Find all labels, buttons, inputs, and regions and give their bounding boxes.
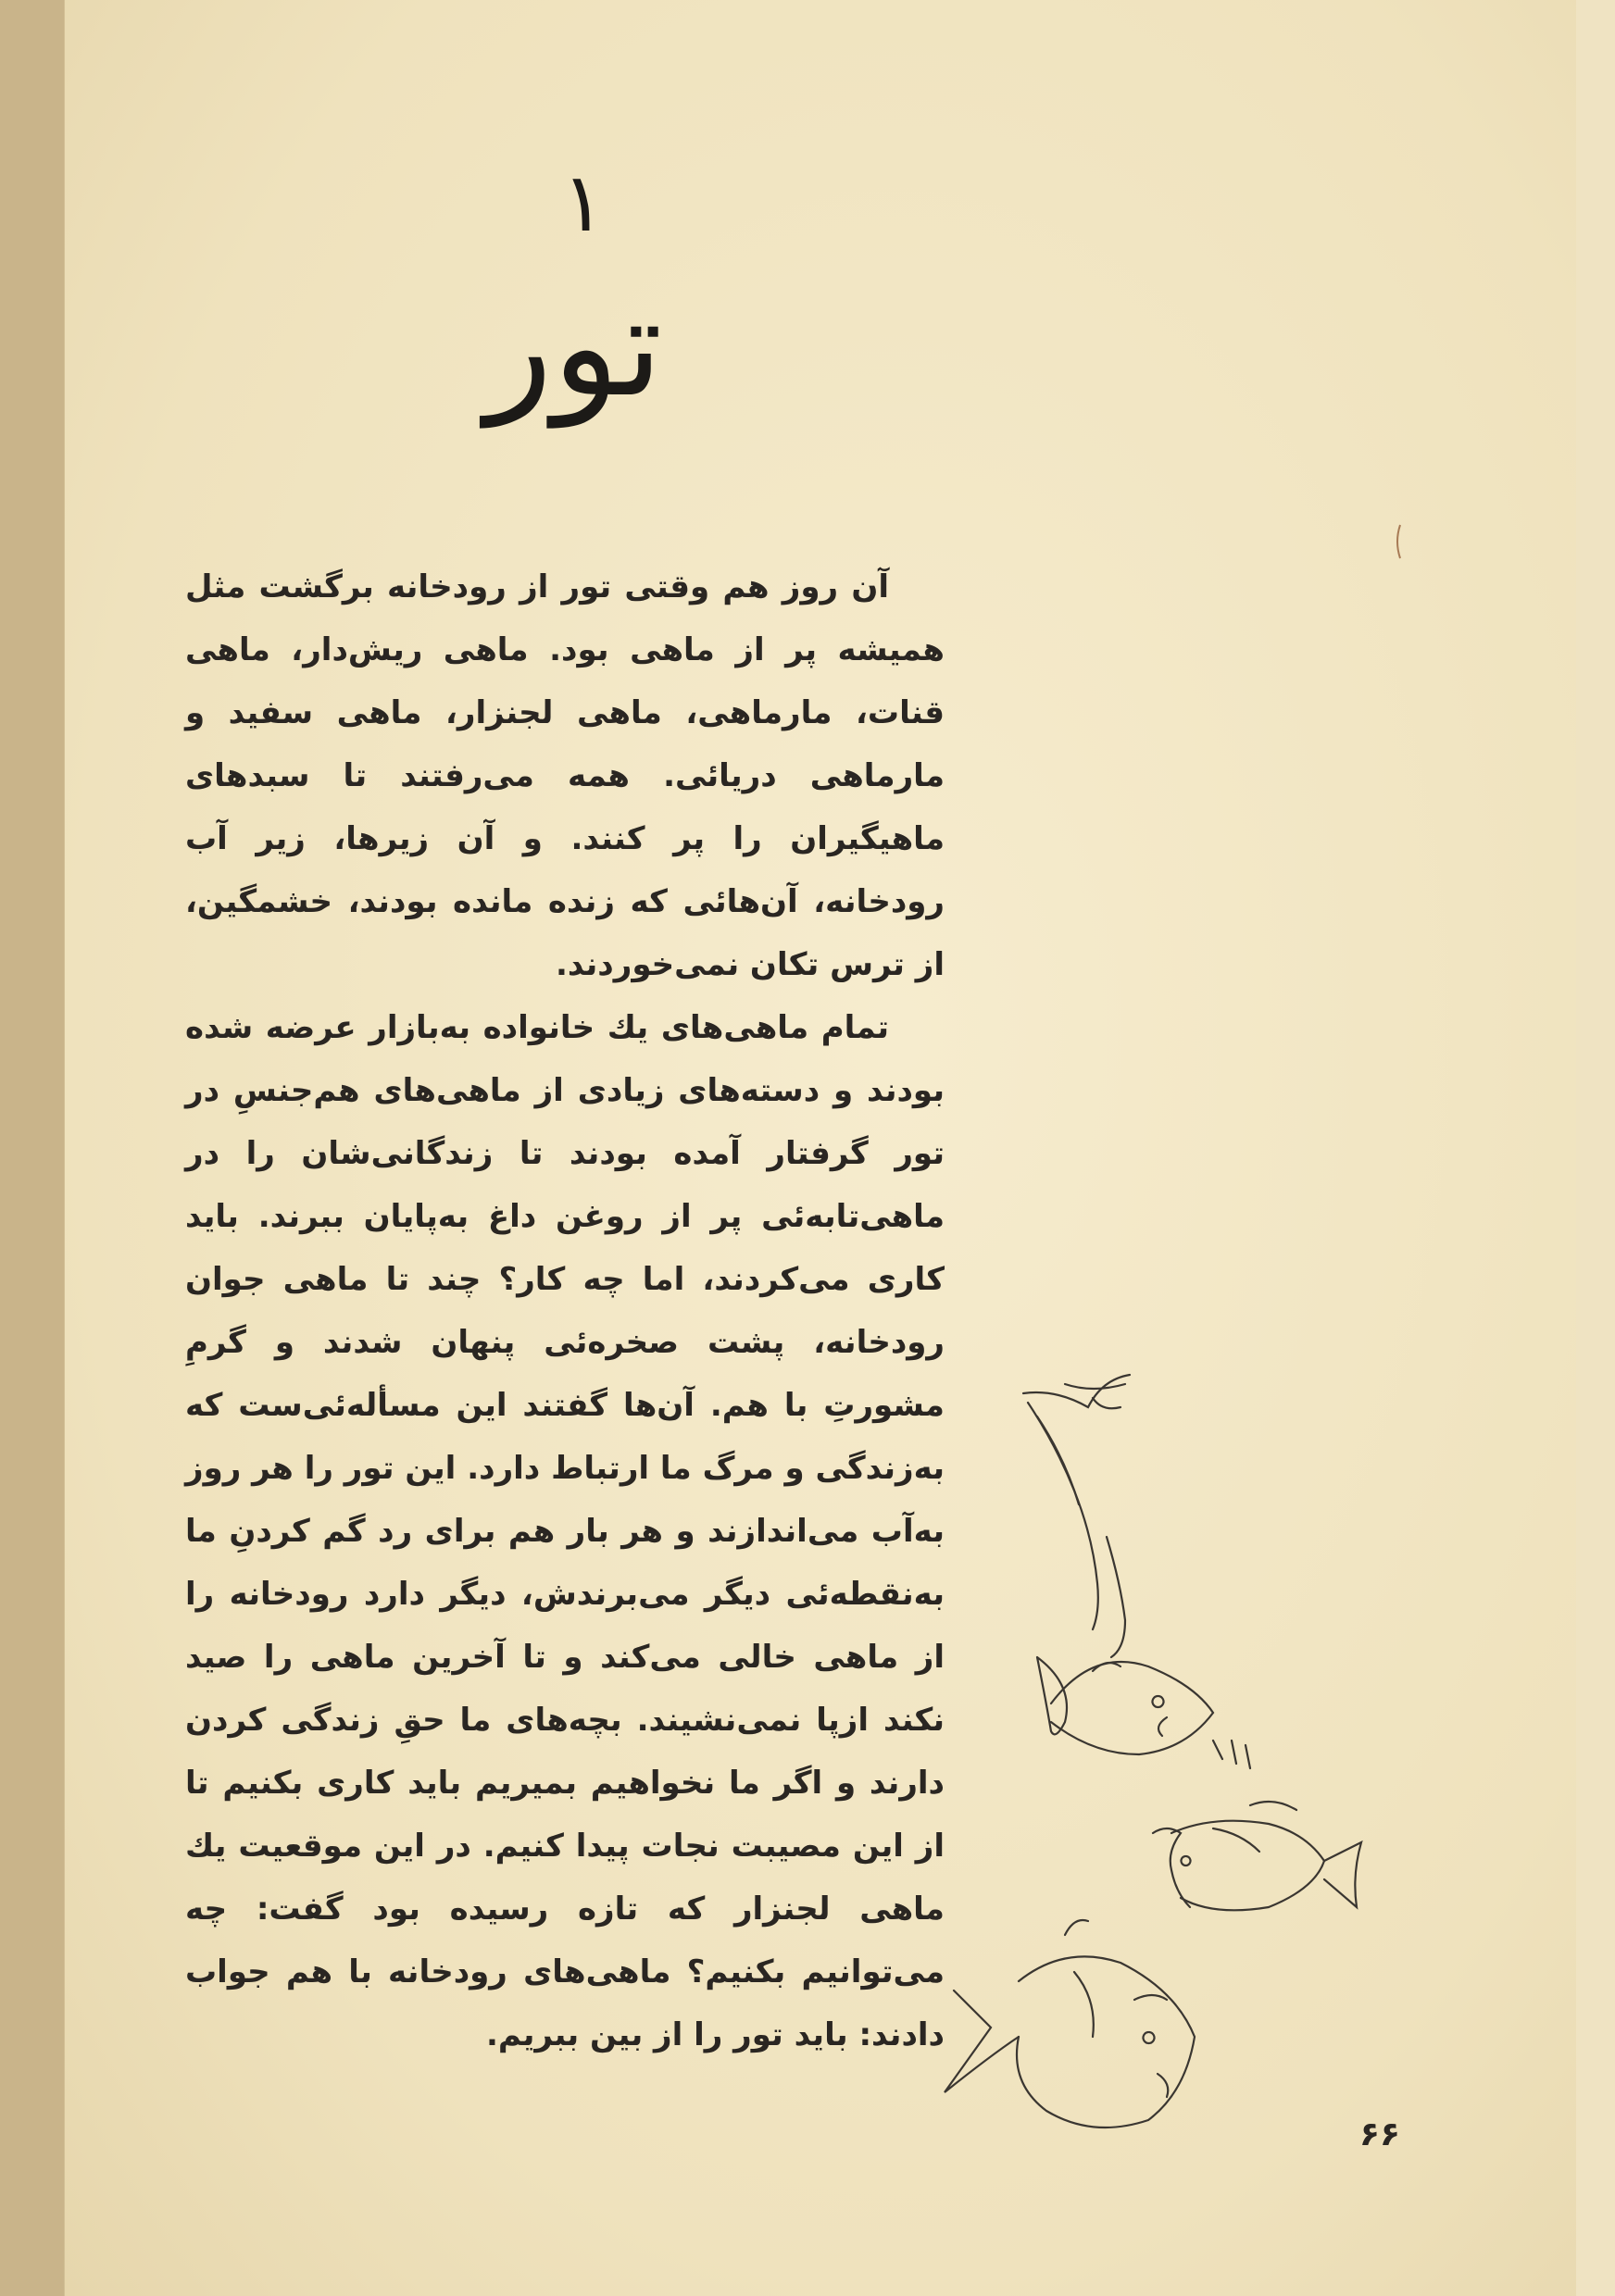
fish-doodle-drawing bbox=[935, 1352, 1417, 2185]
ink-mark bbox=[1394, 523, 1403, 560]
chapter-title: تور bbox=[485, 267, 663, 428]
body-text bbox=[185, 555, 945, 2066]
fish-doodle-right bbox=[1153, 1802, 1361, 1910]
fish-doodle-middle bbox=[1037, 1657, 1250, 1768]
paragraph: تمام ماهی‌های یك خانواده به‌بازار عرضه شده بودند و دسته‌های زیادی از ماهی‌های هم‌جنسِ در تور گرفتار آمده بودند تا زندگانی‌شان را در ماهی‌تابه‌ئی پر از روغن داغ به‌پایان ببرند. باید کاری می‌کردند، اما چه کار؟ چند تا ماهی جوان رودخانه، پشت صخره‌ئی پنهان شدند و گرمِ مشورتِ با هم. آن‌ها گفتند این مسأله‌ئی‌ست که به‌زندگی و مرگ ما ارتباط دارد. این تور را هر روز به‌آب می‌اندازند و هر بار هم برای رد گم کردنِ ما به‌نقطه‌ئی دیگر می‌برندش، دیگر دارد رودخانه را از ماهی خالی می‌کند و تا آخرین ماهی را صید نکند ازپا نمی‌نشیند. بچه‌های ما حقِ زندگی کردن دارند و اگر ما نخواهیم بمیریم باید کاری بکنیم تا از این مصیبت نجات پیدا کنیم. در این موقعیت یك ماهی لجنزار که تازه رسیده بود گفت: چه می‌توانیم بکنیم؟ ماهی‌های رودخانه با هم جواب دادند: باید تور را از بین ببریم. bbox=[185, 1009, 945, 2053]
page-number: ۶۶ bbox=[1359, 2115, 1400, 2153]
fish-doodle-bottom bbox=[945, 1920, 1195, 2128]
chapter-number: ۱ bbox=[561, 155, 606, 250]
paragraph: آن روز هم وقتی تور از رودخانه برگشت مثل همیشه پر از ماهی بود. ماهی ریش‌دار، ماهی قنات، مارماهی، ماهی لجنزار، ماهی سفید و مارماهی دریائی. همه می‌رفتند تا سبدهای ماهیگیران را پر کنند. و آن زیرها، زیر آب رودخانه، آن‌هائی که زنده مانده بودند، خشمگین، از ترس تکان نمی‌خوردند. bbox=[185, 568, 945, 983]
fish-doodle-top bbox=[1023, 1375, 1130, 1657]
page-edge bbox=[1576, 0, 1615, 2296]
